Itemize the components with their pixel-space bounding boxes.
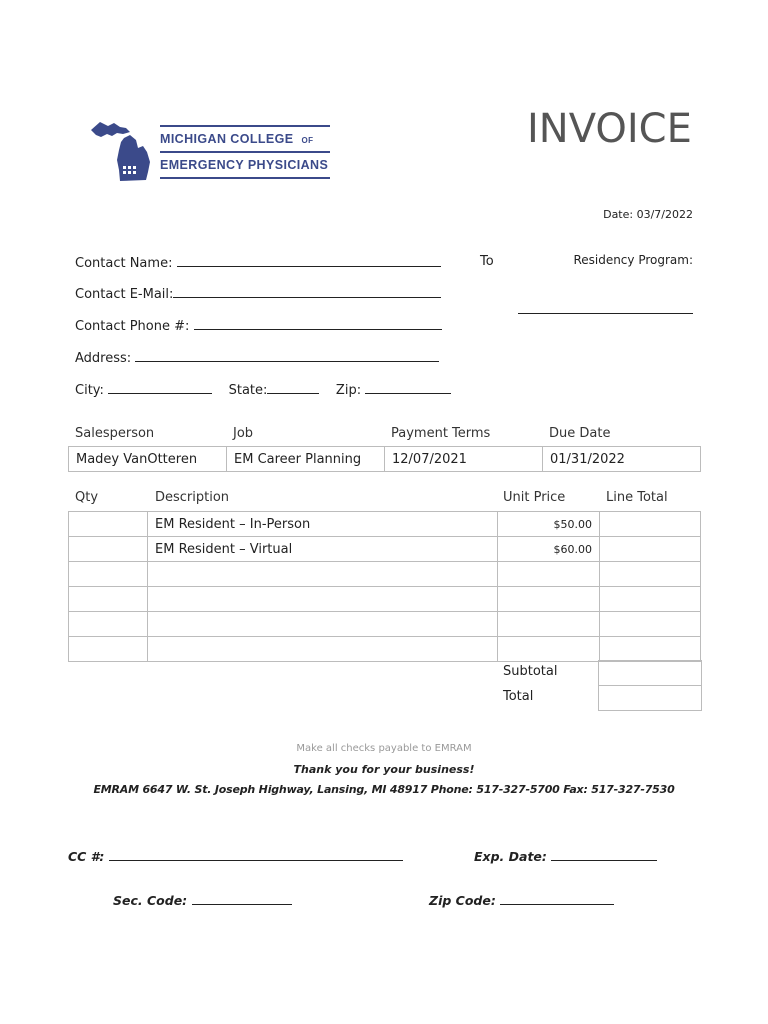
logo-line1: MICHIGAN COLLEGE OF [160,132,314,146]
logo-rule-bottom [160,177,330,179]
company-address: EMRAM 6647 W. St. Joseph Highway, Lansing, MI 48917 Phone: 517-327-5700 Fax: 517-327-7530 [93,783,675,796]
description-cell [148,612,498,637]
line-total-cell [600,537,701,562]
qty-cell [69,612,148,637]
cc-number-field[interactable] [68,848,403,864]
contact-name-label: Contact Name: [75,256,173,271]
to-label: To [480,254,494,269]
line-total-cell [600,562,701,587]
description-cell: EM Resident – In-Person [148,512,498,537]
unit-price-cell [498,587,600,612]
unit-price-cell [498,637,600,662]
zip-code-label: Zip Code: [429,893,496,908]
exp-date-line[interactable] [551,848,657,861]
zip-code-line[interactable] [500,892,614,905]
total-cell [598,685,702,711]
due-date-header: Due Date [549,426,611,441]
logo-rule-top [160,125,330,127]
job-cell: EM Career Planning [227,447,385,472]
line-total-cell [600,612,701,637]
line-total-cell [600,512,701,537]
contact-phone-line[interactable] [194,317,442,330]
exp-date-field[interactable] [474,848,657,864]
state-label: State: [228,383,268,398]
description-cell [148,562,498,587]
sec-code-label: Sec. Code: [113,893,188,908]
contact-name-field[interactable] [75,254,441,271]
description-header: Description [155,490,230,505]
payment-terms-header: Payment Terms [391,426,491,441]
qty-cell [69,537,148,562]
logo-line2: EMERGENCY PHYSICIANS [160,158,329,172]
state-line[interactable] [267,381,319,394]
invoice-date: Date: 03/7/2022 [603,208,693,221]
subtotal-cell [598,660,702,686]
zip-code-field[interactable] [429,892,614,908]
payment-terms-cell: 12/07/2021 [385,447,543,472]
logo [90,118,335,184]
contact-name-line[interactable] [177,254,441,267]
city-line[interactable] [108,381,212,394]
table-row [69,612,701,637]
address-field[interactable] [75,349,439,366]
sec-code-line[interactable] [192,892,292,905]
qty-cell [69,562,148,587]
contact-email-line[interactable] [173,285,441,298]
cc-number-label: CC #: [68,849,105,864]
line-items-body [69,512,701,662]
contact-phone-field[interactable] [75,317,442,334]
description-cell [148,637,498,662]
description-cell [148,587,498,612]
contact-email-field[interactable] [75,285,441,302]
unit-price-header: Unit Price [503,490,566,505]
city-label: City: [75,383,104,398]
table-row [69,537,701,562]
address-label: Address: [75,351,132,366]
line-items-table [68,511,701,662]
line-total-header: Line Total [606,490,668,505]
table-row [69,562,701,587]
sec-code-field[interactable] [113,892,292,908]
city-state-zip-row [75,381,451,398]
invoice-title: INVOICE [527,106,692,152]
description-cell: EM Resident – Virtual [148,537,498,562]
qty-cell [69,512,148,537]
residency-program-line[interactable] [518,313,693,314]
city-field[interactable] [75,383,212,398]
qty-cell [69,637,148,662]
table-row [69,512,701,537]
table-row [69,637,701,662]
address-line[interactable] [135,349,439,362]
contact-email-label: Contact E-Mail: [75,287,174,302]
state-field[interactable] [229,383,320,398]
unit-price-cell: $50.00 [498,512,600,537]
subtotal-label: Subtotal [503,664,558,679]
unit-price-cell [498,562,600,587]
cc-number-line[interactable] [109,848,403,861]
thanks-message: Thank you for your business! [293,763,475,776]
checks-note: Make all checks payable to EMRAM [296,743,472,754]
line-total-cell [600,637,701,662]
zip-label: Zip: [335,383,362,398]
unit-price-cell [498,612,600,637]
salesperson-header: Salesperson [75,426,155,441]
qty-header: Qty [75,490,99,505]
total-label: Total [503,689,534,704]
michigan-map-icon [90,118,154,184]
unit-price-cell: $60.00 [498,537,600,562]
order-info-table [68,446,701,472]
order-info-row [69,447,701,472]
table-row [69,587,701,612]
zip-field[interactable] [336,383,451,398]
salesperson-cell: Madey VanOtteren [69,447,227,472]
due-date-cell: 01/31/2022 [543,447,701,472]
qty-cell [69,587,148,612]
line-total-cell [600,587,701,612]
contact-phone-label: Contact Phone #: [75,319,190,334]
logo-rule-middle [160,151,330,153]
residency-program-label: Residency Program: [573,253,693,267]
zip-line[interactable] [365,381,451,394]
exp-date-label: Exp. Date: [474,849,547,864]
job-header: Job [233,426,254,441]
